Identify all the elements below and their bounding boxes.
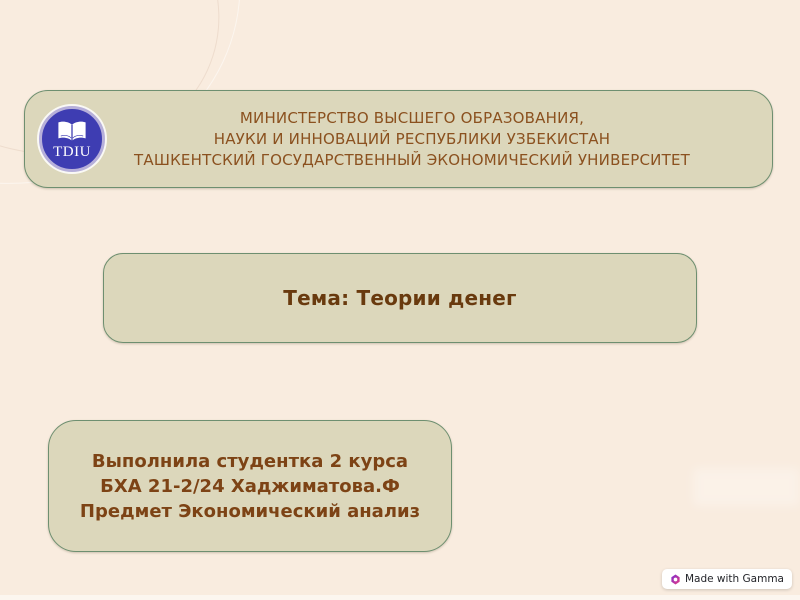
badge-label: Made with Gamma xyxy=(684,573,784,585)
header-card xyxy=(24,90,773,188)
credits-line-2: БХА 21-2/24 Хаджиматова.Ф xyxy=(100,475,400,497)
ministry-line-3: ТАШКЕНТСКИЙ ГОСУДАРСТВЕННЫЙ ЭКОНОМИЧЕСКИЙ УНИВЕРСИТЕТ xyxy=(134,150,690,169)
gamma-logo-icon xyxy=(670,574,681,585)
made-with-gamma-badge[interactable] xyxy=(662,569,792,589)
title-card xyxy=(103,253,697,343)
bottom-edge-strip xyxy=(0,595,800,600)
slide-title: Тема: Теории денег xyxy=(283,286,517,310)
open-book-icon xyxy=(56,120,88,144)
credits-line-3: Предмет Экономический анализ xyxy=(79,500,421,522)
faded-watermark-patch xyxy=(693,468,800,506)
credits-line-1: Выполнила студентка 2 курса xyxy=(91,450,409,472)
logo-text: TDIU xyxy=(53,144,91,160)
credits-card xyxy=(48,420,452,552)
ministry-text-block xyxy=(25,108,772,171)
university-logo xyxy=(39,106,105,172)
ministry-line-1: МИНИСТЕРСТВО ВЫСШЕГО ОБРАЗОВАНИЯ, xyxy=(239,108,585,127)
ministry-line-2: НАУКИ И ИННОВАЦИЙ РЕСПУБЛИКИ УЗБЕКИСТАН xyxy=(213,129,611,148)
